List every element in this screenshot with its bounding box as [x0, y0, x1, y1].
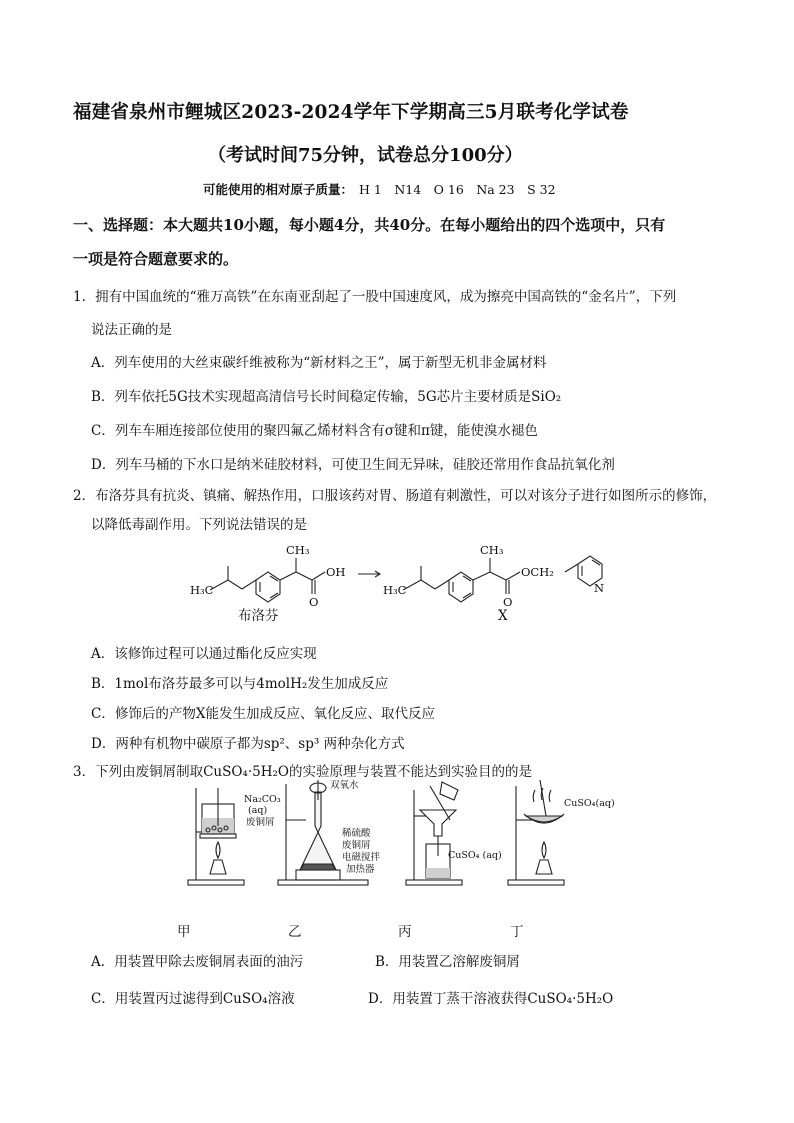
x-ch3-label: CH₃: [480, 543, 504, 557]
label-yi: 乙: [288, 924, 302, 940]
label-aq: (aq): [248, 805, 268, 816]
apparatus-figure: [180, 776, 620, 888]
section-heading-line1: 一、选择题：本大题共10小题，每小题4分，共40分。在每小题给出的四个选项中，只有: [73, 216, 666, 234]
label-scrap-yi: 废铜屑: [342, 840, 371, 851]
q2-option-d: D．两种有机物中碳原子都为sp²、sp³ 两种杂化方式: [91, 736, 405, 752]
ibuprofen-ch3-label: CH₃: [286, 543, 310, 557]
q2-stem-line1: 2．布洛芬具有抗炎、镇痛、解热作用，口服该药对胃、肠道有刺激性，可以对该分子进行如图所示的修饰，: [73, 488, 717, 504]
label-bing: 丙: [398, 924, 412, 940]
x-och2-label: OCH₂: [521, 565, 554, 579]
label-ding: 丁: [510, 924, 524, 940]
atomic-mass-values: H 1 N14 O 16 Na 23 S 32: [359, 182, 556, 197]
q3-option-d: D．用装置丁蒸干溶液获得CuSO₄·5H₂O: [368, 991, 614, 1007]
q2-option-c: C．修饰后的产物X能发生加成反应、氧化反应、取代反应: [91, 706, 435, 722]
q1-option-c: C．列车车厢连接部位使用的聚四氟乙烯材料含有σ键和π键，能使溴水褪色: [91, 423, 538, 439]
q3-option-c: C．用装置丙过滤得到CuSO₄溶液: [91, 991, 295, 1007]
ibuprofen-o-label: O: [309, 595, 319, 609]
label-stirrer2: 加热器: [346, 864, 375, 875]
apparatus-ding: [508, 780, 564, 885]
ibuprofen-oh-label: OH: [326, 565, 346, 579]
atomic-mass-label: 可能使用的相对原子质量：: [203, 182, 354, 197]
reaction-scheme: [180, 528, 620, 624]
q3-stem: 3．下列由废铜屑制取CuSO₄·5H₂O的实验原理与装置不能达到实验目的的是: [73, 764, 532, 780]
ibuprofen-h3c-label: H₃C: [190, 583, 214, 597]
exam-info: （考试时间75分钟，试卷总分100分）: [208, 145, 523, 166]
q2-option-a: A．该修饰过程可以通过酯化反应实现: [91, 646, 317, 662]
section-heading-line2: 一项是符合题意要求的。: [73, 250, 239, 268]
q1-option-b: B．列车依托5G技术实现超高清信号长时间稳定传输，5G芯片主要材质是SiO₂: [91, 389, 562, 405]
q1-option-a: A．列车使用的大丝束碳纤维被称为“新材料之王”，属于新型无机非金属材料: [91, 355, 547, 371]
q1-stem-line1: 1．拥有中国血统的“雅万高铁”在东南亚刮起了一股中国速度风，成为擦亮中国高铁的“金名片”，下列: [73, 289, 677, 305]
apparatus-bing: [406, 782, 462, 885]
q1-stem-line2: 说法正确的是: [91, 322, 172, 338]
q3-option-b: B．用装置乙溶解废铜屑: [375, 954, 520, 970]
page-title: 福建省泉州市鲤城区2023-2024学年下学期高三5月联考化学试卷: [73, 102, 629, 123]
label-cuso4-ding: CuSO₄(aq): [564, 798, 615, 809]
apparatus-jia: [188, 788, 244, 885]
x-o-label: O: [503, 595, 513, 609]
product-x-label: X: [498, 608, 508, 624]
isobutyl-chain-left: [210, 580, 242, 590]
atomic-mass-line: [203, 180, 556, 198]
q3-option-a: A．用装置甲除去废铜屑表面的油污: [91, 954, 304, 970]
pyridine-n-label: N: [594, 581, 605, 595]
label-stirrer1: 电磁搅拌: [342, 852, 381, 863]
q1-option-d: D．列车马桶的下水口是纳米硅胶材料，可使卫生间无异味，硅胶还常用作食品抗氧化剂: [91, 457, 615, 473]
label-h2o2: 双氧水: [330, 780, 359, 791]
label-na2co3: Na₂CO₃: [244, 794, 281, 805]
label-dilute-acid: 稀硫酸: [342, 828, 371, 839]
ibuprofen-name-label: 布洛芬: [238, 608, 279, 624]
label-jia: 甲: [177, 924, 191, 940]
x-h3c-label: H₃C: [383, 583, 407, 597]
q2-option-b: B．1mol布洛芬最多可以与4molH₂发生加成反应: [91, 676, 389, 692]
label-scrap-jia: 废铜屑: [246, 817, 275, 828]
isobutyl-chain-right: [403, 580, 435, 590]
q2-stem-line2: 以降低毒副作用。下列说法错误的是: [91, 517, 307, 533]
label-cuso4-bing: CuSO₄ (aq): [448, 850, 502, 861]
